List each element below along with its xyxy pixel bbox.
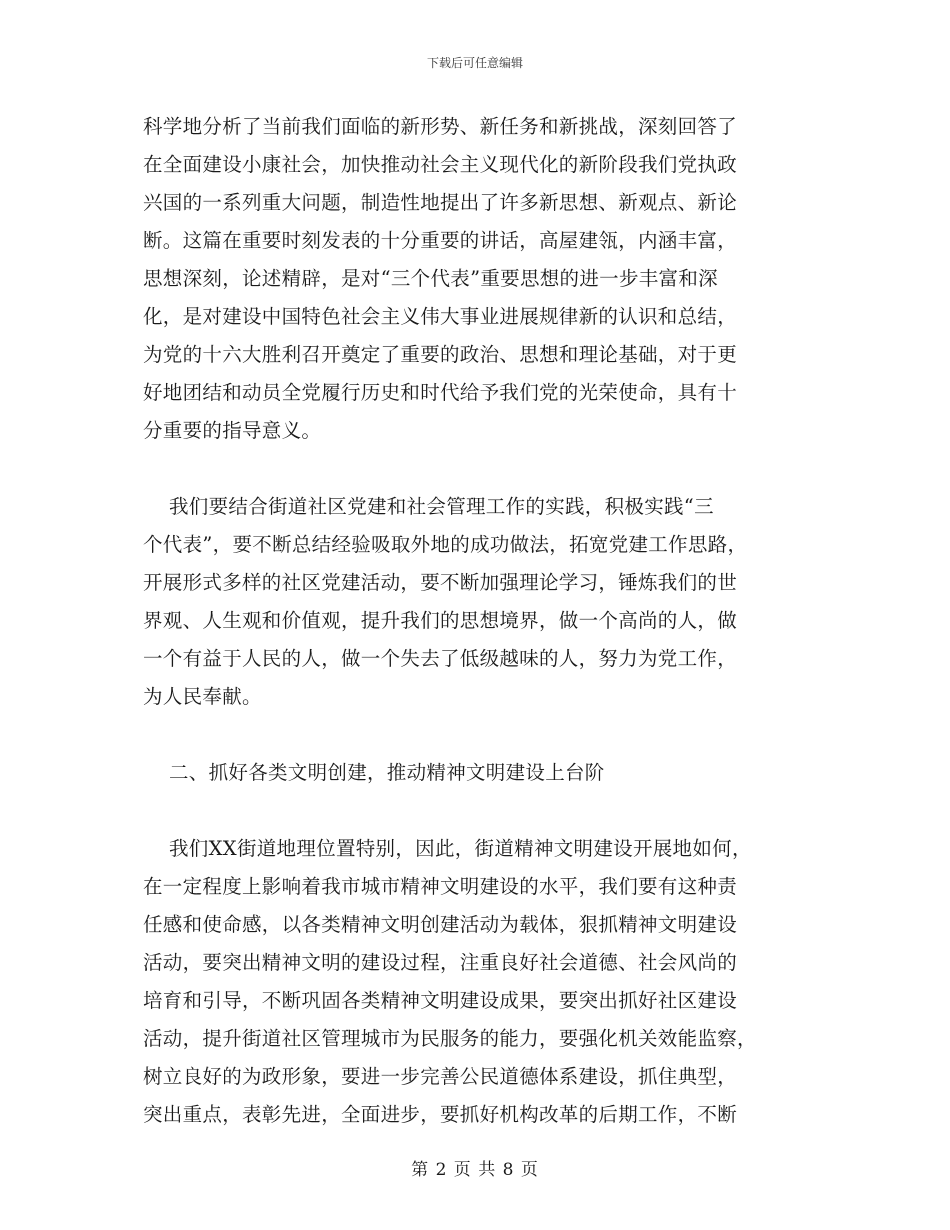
paragraph-line: 我们XX街道地理位置特别，因此，街道精神文明建设开展地如何， <box>143 837 752 860</box>
paragraph-line: 突出重点，表彰先进，全面进步，要抓好机构改革的后期工作，不断 <box>143 1103 738 1126</box>
paragraph-3 <box>143 830 808 1134</box>
paragraph-2 <box>143 488 808 716</box>
section-heading <box>143 754 808 792</box>
paragraph-line: 好地团结和动员全党履行历史和时代给予我们党的光荣使命，具有十 <box>143 381 738 404</box>
paragraph-line: 为人民奉献。 <box>143 685 262 708</box>
paragraph-line: 一个有益于人民的人，做一个失去了低级越味的人，努力为党工作， <box>143 647 738 670</box>
paragraph-line: 界观、人生观和价值观，提升我们的思想境界，做一个高尚的人，做 <box>143 609 738 632</box>
paragraph-line: 开展形式多样的社区党建活动，要不断加强理论学习，锤炼我们的世 <box>143 571 738 594</box>
paragraph-spacer <box>143 792 808 830</box>
paragraph-line: 断。这篇在重要时刻发表的十分重要的讲话，高屋建瓴，内涵丰富， <box>143 229 738 252</box>
paragraph-spacer <box>143 716 808 754</box>
paragraph-line: 分重要的指导意义。 <box>143 419 322 442</box>
paragraph-line: 培育和引导，不断巩固各类精神文明建设成果，要突出抓好社区建设 <box>143 989 738 1012</box>
paragraph-line: 思想深刻，论述精辟，是对“三个代表”重要思想的进一步丰富和深 <box>143 267 718 290</box>
page-number-footer: 第 2 页 共 8 页 <box>411 1160 539 1180</box>
paragraph-line: 科学地分析了当前我们面临的新形势、新任务和新挑战，深刻回答了 <box>143 115 738 138</box>
paragraph-spacer <box>143 450 808 488</box>
paragraph-line: 兴国的一系列重大问题，制造性地提出了许多新思想、新观点、新论 <box>143 191 738 214</box>
paragraph-line: 化，是对建设中国特色社会主义伟大事业进展规律新的认识和总结， <box>143 305 738 328</box>
paragraph-line: 为党的十六大胜利召开奠定了重要的政治、思想和理论基础，对于更 <box>143 343 738 366</box>
paragraph-line: 树立良好的为政形象，要进一步完善公民道德体系建设，抓住典型， <box>143 1065 738 1088</box>
paragraph-1 <box>143 108 808 450</box>
paragraph-line: 活动，提升街道社区管理城市为民服务的能力，要强化机关效能监察， <box>143 1027 757 1050</box>
paragraph-line: 我们要结合街道社区党建和社会管理工作的实践，积极实践“三 <box>143 495 714 518</box>
paragraph-line: 活动，要突出精神文明的建设过程，注重良好社会道德、社会风尚的 <box>143 951 738 974</box>
paragraph-line: 个代表”，要不断总结经验吸取外地的成功做法，拓宽党建工作思路， <box>143 533 748 556</box>
paragraph-line: 任感和使命感，以各类精神文明创建活动为载体，狠抓精神文明建设 <box>143 913 738 936</box>
document-body <box>143 108 808 1134</box>
paragraph-line: 在全面建设小康社会，加快推动社会主义现代化的新阶段我们党执政 <box>143 153 738 176</box>
paragraph-line: 在一定程度上影响着我市城市精神文明建设的水平，我们要有这种责 <box>143 875 738 898</box>
page-header: 下载后可任意编辑 <box>426 56 523 70</box>
section-heading-text: 二、抓好各类文明创建，推动精神文明建设上台阶 <box>143 761 605 784</box>
